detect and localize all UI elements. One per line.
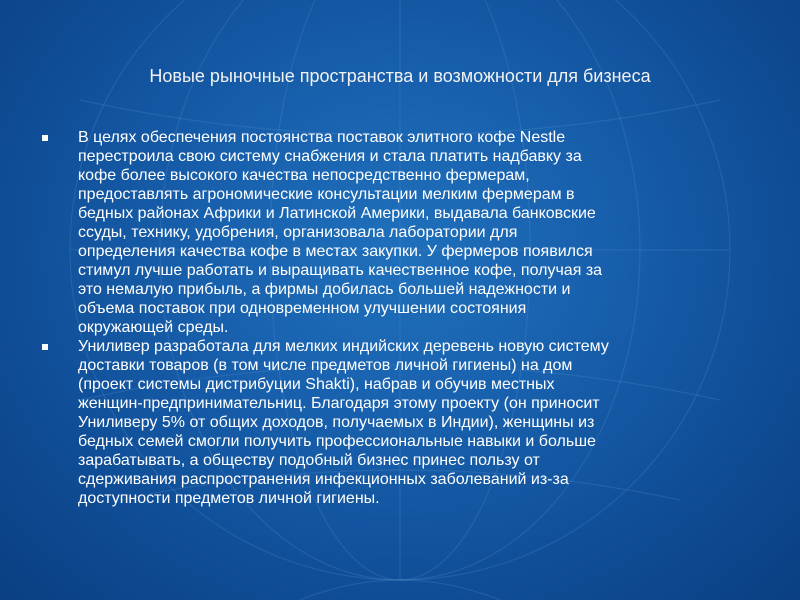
- text-line: кофе более высокого качества непосредственно фермерам,: [78, 167, 530, 184]
- text-line: перестроила свою систему снабжения и стала платить надбавку за: [78, 148, 582, 165]
- square-bullet-icon: [42, 135, 48, 141]
- text-line: сдерживания распространения инфекционных заболеваний из-за: [78, 471, 569, 488]
- text-line: Униливеру 5% от общих доходов, получаемых в Индии), женщины из: [78, 414, 595, 431]
- text-line: окружающей среды.: [78, 319, 229, 336]
- bullet-text: [78, 128, 762, 337]
- text-line: доступности предметов личной гигиены.: [78, 490, 380, 507]
- text-line: (проект системы дистрибуции Shakti), набрав и обучив местных: [78, 376, 555, 393]
- text-line: доставки товаров (в том числе предметов личной гигиены) на дом: [78, 357, 573, 374]
- text-line: предоставлять агрономические консультации мелким фермерам в: [78, 186, 575, 203]
- text-line: стимул лучше работать и выращивать качественное кофе, получая за: [78, 262, 603, 279]
- text-line: это немалую прибыль, а фирмы добилась большей надежности и: [78, 281, 571, 298]
- bullet-list: [42, 128, 762, 508]
- bullet-item: [42, 337, 762, 508]
- text-line: ссуды, технику, удобрения, организовала лаборатории для: [78, 224, 518, 241]
- text-line: Униливер разработала для мелких индийских деревень новую систему: [78, 338, 609, 355]
- text-line: бедных районах Африки и Латинской Америки, выдавала банковские: [78, 205, 596, 222]
- square-bullet-icon: [42, 344, 48, 350]
- text-line: определения качества кофе в местах закупки. У фермеров появился: [78, 243, 593, 260]
- text-line: бедных семей смогли получить профессиональные навыки и больше: [78, 433, 596, 450]
- text-line: объема поставок при одновременном улучшении состояния: [78, 300, 527, 317]
- text-line: женщин-предпринимательниц. Благодаря этому проекту (он приносит: [78, 395, 600, 412]
- bullet-text: [78, 337, 762, 508]
- slide-title: Новые рыночные пространства и возможности для бизнеса: [149, 66, 651, 86]
- text-line: В целях обеспечения постоянства поставок элитного кофе Nestle: [78, 129, 566, 146]
- bullet-item: [42, 128, 762, 337]
- text-line: зарабатывать, а обществу подобный бизнес принес пользу от: [78, 452, 540, 469]
